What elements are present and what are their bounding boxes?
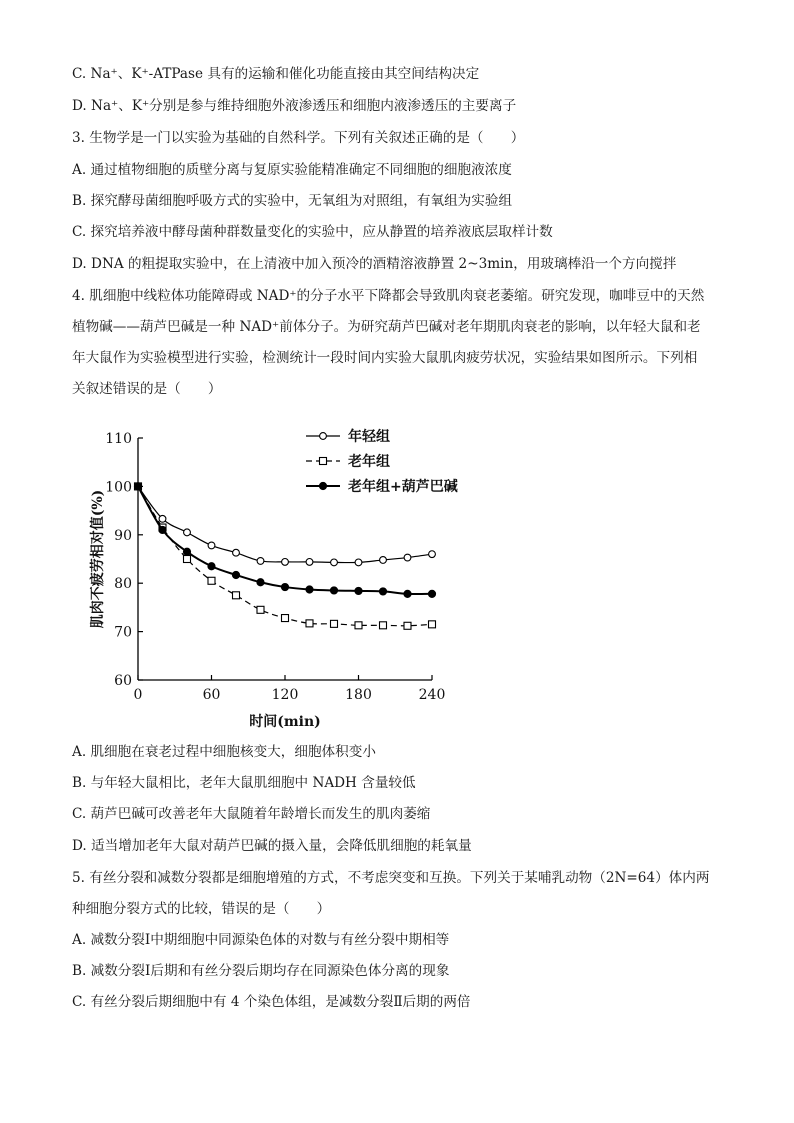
x-tick-label: 0 (133, 687, 143, 703)
series-1-point (282, 559, 289, 566)
series-1-point (404, 554, 411, 561)
series-2-point (208, 577, 215, 584)
series-1-point (159, 515, 166, 522)
muscle-fatigue-line-chart (80, 420, 480, 740)
series-3-point (159, 526, 166, 533)
series-2-point (306, 620, 313, 627)
question-3-stem: 3. 生物学是一门以实验为基础的自然科学。下列有关叙述正确的是（ ） (72, 130, 525, 146)
option-c-text: C. Na⁺、K⁺-ATPase 具有的运输和催化功能直接由其空间结构决定 (72, 66, 480, 82)
y-tick-label: 100 (105, 479, 132, 496)
series-line-2 (138, 486, 432, 625)
series-3-point (183, 548, 190, 555)
question-4-option-d: D. 适当增加老年大鼠对葫芦巴碱的摄入量，会降低肌细胞的耗氧量 (72, 838, 472, 854)
x-tick-label: 240 (418, 687, 446, 703)
series-2-point (331, 620, 338, 627)
series-3-point (281, 583, 288, 590)
series-2-point (282, 615, 289, 622)
legend-label-3: 老年组+葫芦巴碱 (348, 479, 458, 495)
series-1-point (380, 557, 387, 564)
question-4-stem-line-2: 植物碱——葫芦巴碱是一种 NAD⁺前体分子。为研究葫芦巴碱对老年期肌肉衰老的影响，以年轻大鼠和老 (72, 319, 701, 335)
question-5-option-c: C. 有丝分裂后期细胞中有 4 个染色体组，是减数分裂Ⅱ后期的两倍 (72, 994, 471, 1010)
series-2-point (429, 621, 436, 628)
x-axis-title: 时间(min) (249, 714, 321, 730)
series-2-point (233, 592, 240, 599)
legend-marker-1 (320, 433, 327, 440)
series-1-point (257, 558, 264, 565)
y-tick-label: 110 (105, 431, 132, 447)
series-3-point (134, 483, 141, 490)
series-3-point (379, 588, 386, 595)
x-tick-label: 120 (271, 687, 299, 703)
legend-marker-2 (320, 458, 327, 465)
legend-label-2: 老年组 (348, 454, 390, 470)
option-d-text: D. Na⁺、K⁺分别是参与维持细胞外液渗透压和细胞内液渗透压的主要离子 (72, 98, 517, 114)
series-1-point (233, 549, 240, 556)
series-2-point (404, 622, 411, 629)
series-3-point (355, 587, 362, 594)
series-3-point (330, 587, 337, 594)
question-4-option-a: A. 肌细胞在衰老过程中细胞核变大，细胞体积变小 (72, 744, 376, 760)
legend-marker-3 (319, 482, 326, 489)
series-2-point (355, 622, 362, 629)
series-1-point (306, 559, 313, 566)
series-2-point (184, 556, 191, 563)
question-3-option-b: B. 探究酵母菌细胞呼吸方式的实验中，无氧组为对照组，有氧组为实验组 (72, 193, 513, 209)
series-3-point (306, 586, 313, 593)
question-5-option-a: A. 减数分裂Ⅰ中期细胞中同源染色体的对数与有丝分裂中期相等 (72, 932, 450, 948)
series-line-3 (138, 486, 432, 594)
x-tick-label: 180 (345, 687, 372, 703)
series-1-point (208, 542, 215, 549)
question-4-stem-line-3: 年大鼠作为实验模型进行实验，检测统计一段时间内实验大鼠肌肉疲劳状况，实验结果如图所示。下列相 (72, 350, 698, 366)
series-2-point (380, 622, 387, 629)
question-4-option-c: C. 葫芦巴碱可改善老年大鼠随着年龄增长而发生的肌肉萎缩 (72, 806, 431, 822)
x-tick-label: 60 (202, 687, 221, 703)
question-5-stem-line-2: 种细胞分裂方式的比较，错误的是（ ） (72, 901, 331, 917)
y-tick-label: 90 (114, 527, 132, 544)
question-3-option-d: D. DNA 的粗提取实验中，在上清液中加入预冷的酒精溶液静置 2~3min，用玻璃棒沿一个方向搅拌 (72, 256, 677, 272)
series-2-point (257, 606, 264, 613)
series-3-point (404, 590, 411, 597)
series-1-point (184, 529, 191, 536)
series-line-1 (138, 486, 432, 562)
question-3-option-c: C. 探究培养液中酵母菌种群数量变化的实验中，应从静置的培养液底层取样计数 (72, 224, 553, 240)
series-1-point (331, 559, 338, 566)
question-4-stem-line-1: 4. 肌细胞中线粒体功能障碍或 NAD⁺的分子水平下降都会导致肌肉衰老萎缩。研究发现，咖啡豆中的天然 (72, 288, 705, 304)
series-3-point (428, 590, 435, 597)
series-3-point (208, 563, 215, 570)
question-4-stem-line-4: 关叙述错误的是（ ） (72, 381, 222, 397)
series-1-point (355, 559, 362, 566)
question-3-option-a: A. 通过植物细胞的质壁分离与复原实验能精准确定不同细胞的细胞液浓度 (72, 162, 512, 178)
y-tick-label: 80 (114, 576, 132, 593)
series-3-point (257, 579, 264, 586)
y-tick-label: 60 (114, 673, 132, 689)
question-5-option-b: B. 减数分裂Ⅰ后期和有丝分裂后期均存在同源染色体分离的现象 (72, 963, 450, 979)
series-3-point (232, 571, 239, 578)
y-tick-label: 70 (114, 624, 132, 641)
question-4-option-b: B. 与年轻大鼠相比，老年大鼠肌细胞中 NADH 含量较低 (72, 775, 416, 791)
y-axis-title: 肌肉不疲劳相对值(%) (90, 489, 106, 629)
series-1-point (429, 551, 436, 558)
question-5-stem-line-1: 5. 有丝分裂和减数分裂都是细胞增殖的方式，不考虑突变和互换。下列关于某哺乳动物（2N=64）体内两 (72, 870, 710, 886)
legend-label-1: 年轻组 (348, 429, 390, 445)
